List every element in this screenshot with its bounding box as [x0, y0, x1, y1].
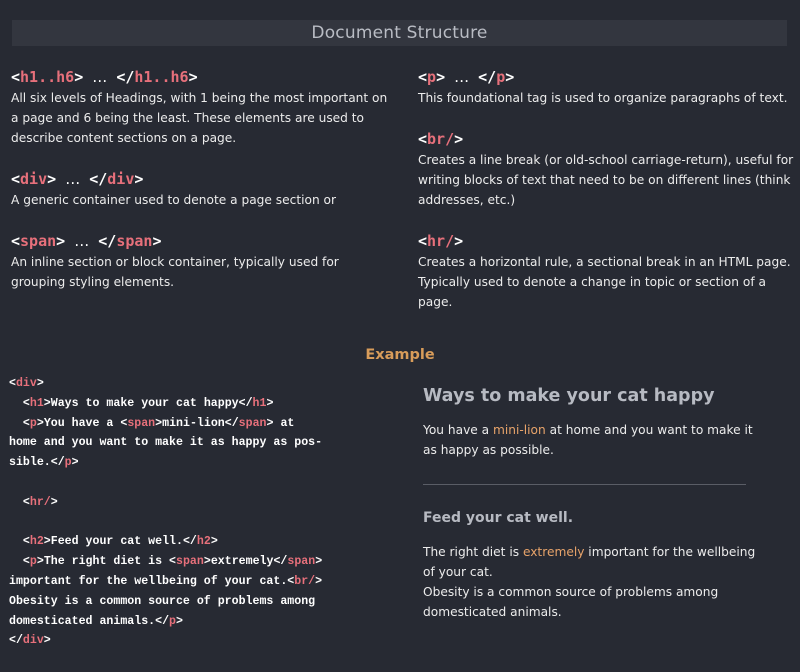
tag-entry-span [11, 232, 391, 292]
tag-entry-headings [11, 68, 391, 148]
tag-description: Creates a line break (or old-school carriage-return), useful for writing blocks of text that need to be on different lines (think addresses, etc.) [418, 153, 794, 207]
code-line: <p>You have a <span>mini-lion</span> at [9, 416, 295, 430]
code-line: <hr/> [9, 495, 58, 509]
code-line: home and you want to make it as happy as pos- [9, 436, 323, 450]
code-line: important for the wellbeing of your cat.<br/> [9, 574, 323, 588]
preview-paragraph: You have a mini-lion at home and you want to make it as happy as possible. [423, 423, 753, 457]
tag-signature: <br/> [418, 130, 464, 148]
tag-signature: <h1..h6> … </h1..h6> [11, 68, 198, 86]
tag-signature: <p> … </p> [418, 68, 515, 86]
tag-description: Creates a horizontal rule, a sectional break in an HTML page. Typically used to denote a change in topic or section of a page. [418, 255, 791, 309]
tag-description: An inline section or block container, typically used for grouping styling elements. [11, 255, 339, 289]
preview-subheading: Feed your cat well. [423, 510, 574, 526]
code-line: Obesity is a common source of problems among [9, 594, 316, 608]
code-line: sible.</p> [9, 456, 79, 470]
tag-description: This foundational tag is used to organize paragraphs of text. [418, 91, 788, 105]
code-line: <h1>Ways to make your cat happy</h1> [9, 396, 274, 410]
preview-horizontal-rule [423, 484, 746, 485]
code-line: <div> [9, 377, 44, 390]
tag-description: All six levels of Headings, with 1 being the most important on a page and 6 being the least. These elements are used to describe content sections on a page. [11, 91, 388, 145]
tag-signature: <div> … </div> [11, 170, 144, 188]
page-title: Document Structure [311, 23, 488, 43]
example-heading: Example [365, 347, 435, 363]
code-line: <h2>Feed your cat well.</h2> [9, 535, 218, 549]
tag-entry-div [11, 170, 391, 210]
tag-signature: <span> … </span> [11, 232, 162, 250]
tag-entry-p [418, 68, 798, 108]
right-column [418, 68, 798, 312]
section-title-bar [12, 20, 787, 46]
left-column [11, 68, 391, 292]
preview-highlight: mini-lion [493, 423, 546, 437]
tag-entry-br [418, 130, 798, 210]
preview-heading: Ways to make your cat happy [423, 386, 715, 406]
code-line: </div> [9, 634, 51, 648]
tag-entry-hr [418, 232, 798, 312]
tag-signature: <hr/> [418, 232, 464, 250]
preview-highlight: extremely [522, 545, 585, 559]
tag-description: A generic container used to denote a page section or [11, 193, 337, 207]
preview-paragraph: The right diet is extremely important for the wellbeing of your cat. Obesity is a common source of problems among domesticated animals. [423, 545, 756, 619]
code-sample [9, 374, 389, 651]
rendered-preview [423, 382, 763, 619]
code-line: <p>The right diet is <span>extremely</span> [9, 555, 323, 569]
code-line: domesticated animals.</p> [9, 614, 183, 628]
